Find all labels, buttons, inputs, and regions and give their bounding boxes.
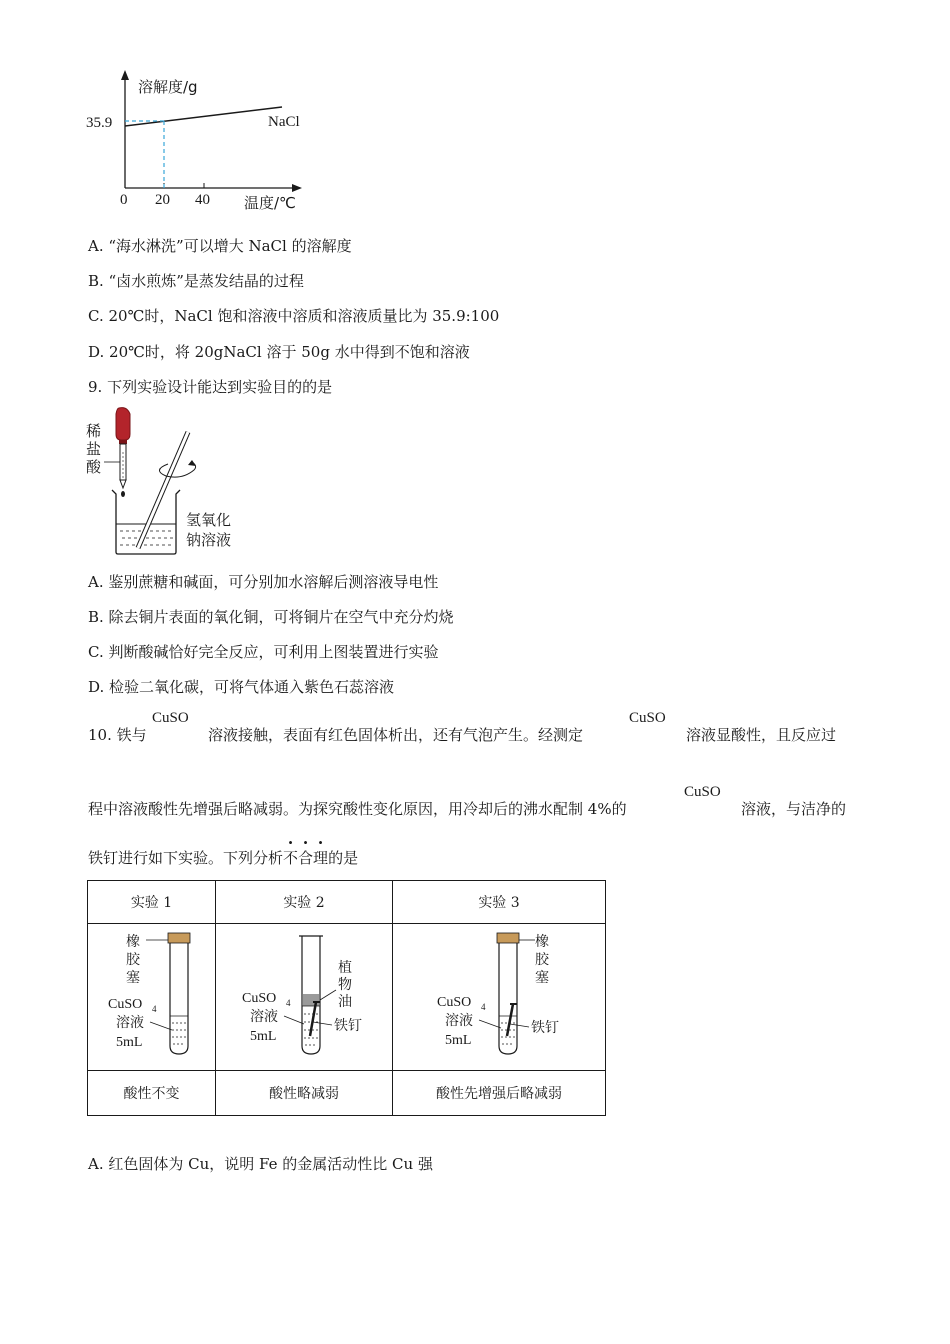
q8-option-a: A. “海水淋洗”可以增大 NaCl 的溶解度 bbox=[88, 237, 352, 255]
q10-text-3b: 的是 bbox=[328, 849, 359, 867]
nail-label-3: 铁钉 bbox=[531, 1020, 559, 1036]
solution-label-2: 钠溶液 bbox=[186, 531, 232, 549]
volume-label-3: 5mL bbox=[445, 1033, 472, 1048]
q8-option-d: D. 20℃时，将 20gNaCl 溶于 50g 水中得到不饱和溶液 bbox=[88, 343, 470, 361]
rubber-stopper-3 bbox=[497, 933, 519, 943]
dropper-neck bbox=[119, 440, 127, 444]
x-tick-0: 0 bbox=[120, 192, 128, 208]
header-exp-3: 实验 3 bbox=[393, 881, 606, 924]
header-exp-2: 实验 2 bbox=[216, 881, 393, 924]
titration-figure bbox=[82, 404, 252, 560]
result-exp-3: 酸性先增强后略减弱 bbox=[393, 1071, 606, 1116]
result-exp-1: 酸性不变 bbox=[88, 1071, 216, 1116]
y-mark-label: 35.9 bbox=[86, 115, 113, 131]
table-header-row bbox=[88, 881, 606, 924]
emphasis-char-1: 不 bbox=[283, 849, 299, 867]
stopper-label-3a: 橡 bbox=[535, 934, 549, 950]
oil-label-a: 植 bbox=[338, 960, 352, 976]
droplet bbox=[121, 491, 125, 497]
q9-option-d: D. 检验二氧化碳，可将气体通入紫色石蕊溶液 bbox=[88, 678, 395, 696]
table-figure-row bbox=[88, 924, 606, 1071]
iron-nail-2 bbox=[310, 1002, 316, 1036]
experiment-table bbox=[87, 880, 606, 1116]
q8-option-c: C. 20℃时，NaCl 饱和溶液中溶质和溶液质量比为 35.9:100 bbox=[88, 307, 500, 325]
nail-label-2: 铁钉 bbox=[334, 1018, 362, 1034]
result-exp-2: 酸性略减弱 bbox=[216, 1071, 393, 1116]
stopper-label-1c: 塞 bbox=[126, 970, 140, 986]
figure-exp-3 bbox=[393, 924, 606, 1071]
acid-label-1: 稀 bbox=[86, 422, 102, 440]
q9-option-b: B. 除去铜片表面的氧化铜，可将铜片在空气中充分灼烧 bbox=[88, 608, 454, 626]
emphasis-char-3: 理 bbox=[313, 849, 329, 867]
cuso4-label-3: CuSO bbox=[437, 995, 472, 1010]
cuso4-sub-1: 4 bbox=[152, 1004, 157, 1014]
dropper-tip bbox=[120, 480, 126, 488]
series-label: NaCl bbox=[268, 114, 300, 130]
q10-text-1c: 溶液显酸性，且反应过 bbox=[686, 726, 837, 744]
figure-exp-1 bbox=[88, 924, 216, 1071]
q9-option-c: C. 判断酸碱恰好完全反应，可利用上图装置进行实验 bbox=[88, 643, 439, 661]
stopper-label-1a: 橡 bbox=[126, 934, 140, 950]
cuso4-label-1: CuSO bbox=[108, 997, 143, 1012]
q10-text-2a: 程中溶液酸性先增强后略减弱。为探究酸性变化原因，用冷却后的沸水配制 4%的 bbox=[88, 800, 627, 818]
q10-text-1a: 10. 铁与 bbox=[88, 726, 147, 744]
volume-label-1: 5mL bbox=[116, 1035, 143, 1050]
q10-formula-2: CuSO bbox=[629, 710, 666, 726]
oil-label-b: 物 bbox=[338, 977, 352, 993]
iron-nail-3 bbox=[507, 1004, 513, 1036]
beaker bbox=[112, 490, 180, 554]
q10-text-2b: 溶液，与洁净的 bbox=[741, 800, 847, 818]
x-tick-20: 20 bbox=[155, 192, 170, 208]
x-axis-arrow bbox=[292, 184, 302, 192]
oil-label-c: 油 bbox=[338, 994, 352, 1010]
emphasis-char-2: 合 bbox=[298, 849, 314, 867]
acid-label-2: 盐 bbox=[86, 440, 102, 458]
volume-label-2: 5mL bbox=[250, 1029, 277, 1044]
q9-option-a: A. 鉴别蔗糖和碱面，可分别加水溶解后测溶液导电性 bbox=[88, 573, 439, 591]
q10-text-3a: 铁钉进行如下实验。下列分析 bbox=[88, 849, 284, 867]
solubility-chart bbox=[80, 62, 320, 222]
q8-option-b: B. “卤水煎炼”是蒸发结晶的过程 bbox=[88, 272, 304, 290]
stopper-label-1b: 胶 bbox=[126, 952, 140, 968]
cuso4-sub-2: 4 bbox=[286, 998, 291, 1008]
y-axis-label: 溶解度/g bbox=[138, 78, 198, 96]
x-axis-label: 温度/℃ bbox=[244, 194, 296, 212]
header-exp-1: 实验 1 bbox=[88, 881, 216, 924]
nacl-series-line bbox=[125, 107, 282, 126]
q10-option-a: A. 红色固体为 Cu，说明 Fe 的金属活动性比 Cu 强 bbox=[88, 1155, 433, 1173]
figure-exp-2 bbox=[216, 924, 393, 1071]
q10-formula-3: CuSO bbox=[684, 784, 721, 800]
solution-label-t2: 溶液 bbox=[250, 1009, 278, 1025]
solution-label-t1: 溶液 bbox=[116, 1015, 144, 1031]
table-result-row bbox=[88, 1071, 606, 1116]
stopper-label-3b: 胶 bbox=[535, 952, 549, 968]
x-tick-40: 40 bbox=[195, 192, 210, 208]
stopper-label-3c: 塞 bbox=[535, 970, 549, 986]
q10-text-1b: 溶液接触，表面有红色固体析出，还有气泡产生。经测定 bbox=[208, 726, 584, 744]
q10-formula-1: CuSO bbox=[152, 710, 189, 726]
dropper-bulb bbox=[116, 408, 130, 440]
q10-text-3 bbox=[88, 847, 358, 868]
solution-label-t3: 溶液 bbox=[445, 1013, 473, 1029]
solution-label-1: 氢氧化 bbox=[186, 511, 232, 529]
y-axis-arrow bbox=[121, 70, 129, 80]
q9-stem: 9. 下列实验设计能达到实验目的的是 bbox=[88, 378, 333, 396]
acid-label-3: 酸 bbox=[86, 458, 102, 476]
cuso4-label-2: CuSO bbox=[242, 991, 277, 1006]
rubber-stopper-1 bbox=[168, 933, 190, 943]
cuso4-sub-3: 4 bbox=[481, 1002, 486, 1012]
